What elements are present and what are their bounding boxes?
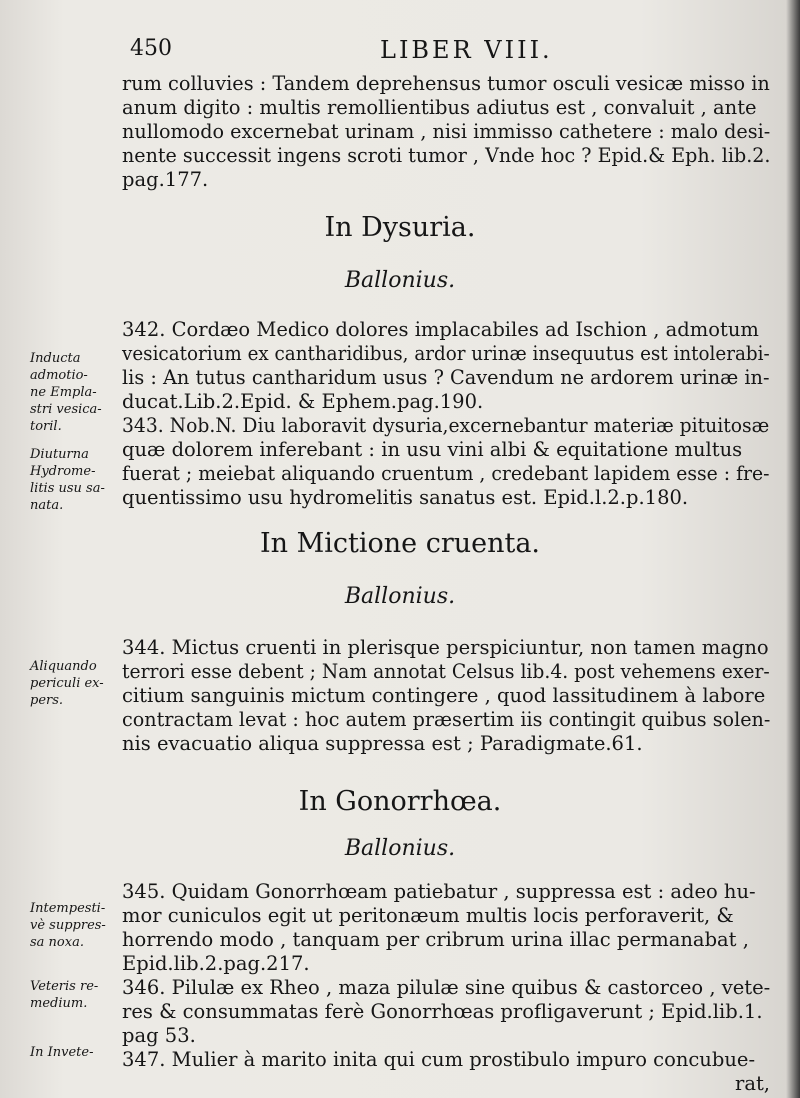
- margin-note: [30, 1044, 120, 1061]
- text-line: 345. Quidam Gonorrhœam patiebatur , suppressa est : adeo hu-: [122, 880, 756, 903]
- text-line: 347. Mulier à marito inita qui cum prostibulo impuro concubue-: [122, 1048, 756, 1071]
- text-line: rat,: [735, 1072, 770, 1095]
- text-line: rum colluvies : Tandem deprehensus tumor osculi vesicæ misso in: [122, 72, 770, 95]
- text-line: nullomodo excernebat urinam , nisi immisso cathetere : malo desi-: [122, 120, 771, 143]
- text-line: vesicatorium ex cantharidibus, ardor urinæ insequutus est intolerabi-: [122, 342, 770, 365]
- page-number: 450: [130, 36, 172, 61]
- page-header: [130, 36, 770, 70]
- margin-note-line: Hydrome-: [30, 464, 96, 479]
- text-line: 342. Cordæo Medico dolores implacabiles ad Ischion , admotum: [122, 318, 759, 341]
- margin-note-line: sa noxa.: [30, 935, 84, 950]
- margin-note-line: vè suppres-: [30, 918, 106, 933]
- text-line: citium sanguinis mictum contingere , quod lassitudinem à labore: [122, 684, 766, 707]
- margin-note: [30, 978, 120, 1012]
- text-line: Epid.lib.2.pag.217.: [122, 952, 310, 975]
- text-line: horrendo modo , tanquam per cribrum urina illac permanabat ,: [122, 928, 749, 951]
- text-line: quæ dolorem inferebant : in usu vini albi & equitatione multus: [122, 438, 743, 461]
- text-line: pag.177.: [122, 168, 209, 191]
- margin-note-line: admotio-: [30, 368, 88, 383]
- text-line: contractam levat : hoc autem præsertim iis contingit quibus solen-: [122, 708, 771, 731]
- margin-note: [30, 900, 120, 951]
- text-line: anum digito : multis remollientibus adiutus est , convaluit , ante: [122, 96, 757, 119]
- text-block-mictione: [122, 636, 770, 756]
- margin-note-line: Aliquando: [30, 659, 97, 674]
- text-line: 344. Mictus cruenti in plerisque perspiciuntur, non tamen magno: [122, 636, 769, 659]
- margin-note-line: Intempesti-: [30, 901, 106, 916]
- text-line: nis evacuatio aliqua suppressa est ; Paradigmate.61.: [122, 732, 643, 755]
- text-line: 346. Pilulæ ex Rheo , maza pilulæ sine quibus & castorceo , vete-: [122, 976, 771, 999]
- text-line: 343. Nob.N. Diu laboravit dysuria,excernebantur materiæ pituitosæ: [122, 414, 770, 437]
- author-heading: Ballonius.: [344, 836, 456, 861]
- margin-note-line: Veteris re-: [30, 979, 99, 994]
- margin-note-line: periculi ex-: [30, 676, 104, 691]
- section-heading: In Dysuria.: [324, 212, 476, 243]
- section-heading: In Gonorrhœa.: [298, 786, 502, 817]
- margin-note-line: stri vesica-: [30, 402, 102, 417]
- margin-note-line: ne Empla-: [30, 385, 97, 400]
- text-line: quentissimo usu hydromelitis sanatus est. Epid.l.2.p.180.: [122, 486, 689, 509]
- running-head: LIBER VIII.: [380, 36, 553, 64]
- margin-note-line: Diuturna: [30, 447, 89, 462]
- margin-note-line: Inducta: [30, 351, 81, 366]
- text-line: pag 53.: [122, 1024, 196, 1047]
- author-heading: Ballonius.: [344, 584, 456, 609]
- text-block-continued: [122, 72, 770, 192]
- margin-note: [30, 658, 120, 709]
- margin-note-line: toril.: [30, 419, 62, 434]
- section-heading: In Mictione cruenta.: [259, 528, 541, 559]
- margin-note-line: In Invete-: [30, 1045, 94, 1060]
- text-line: lis : An tutus cantharidum usus ? Cavendum ne ardorem urinæ in-: [122, 366, 770, 389]
- margin-note-line: nata.: [30, 498, 64, 513]
- margin-note-line: medium.: [30, 996, 88, 1011]
- margin-note-line: pers.: [30, 693, 64, 708]
- margin-note: [30, 446, 120, 514]
- text-line: res & consummatas ferè Gonorrhœas profligaverunt ; Epid.lib.1.: [122, 1000, 763, 1023]
- text-block-dysuria: [122, 318, 770, 510]
- text-line: fuerat ; meiebat aliquando cruentum , credebant lapidem esse : fre-: [122, 462, 770, 485]
- author-heading: Ballonius.: [344, 268, 456, 293]
- margin-note: [30, 350, 120, 435]
- text-line: ducat.Lib.2.Epid. & Ephem.pag.190.: [122, 390, 484, 413]
- text-line: mor cuniculos egit ut peritonæum multis locis perforaverit, &: [122, 904, 734, 927]
- text-block-gonorrhoea: [122, 880, 770, 1096]
- text-line: terrori esse debent ; Nam annotat Celsus lib.4. post vehemens exer-: [122, 660, 770, 683]
- text-line: nente successit ingens scroti tumor , Vnde hoc ? Epid.& Eph. lib.2.: [122, 144, 771, 167]
- margin-note-line: litis usu sa-: [30, 481, 105, 496]
